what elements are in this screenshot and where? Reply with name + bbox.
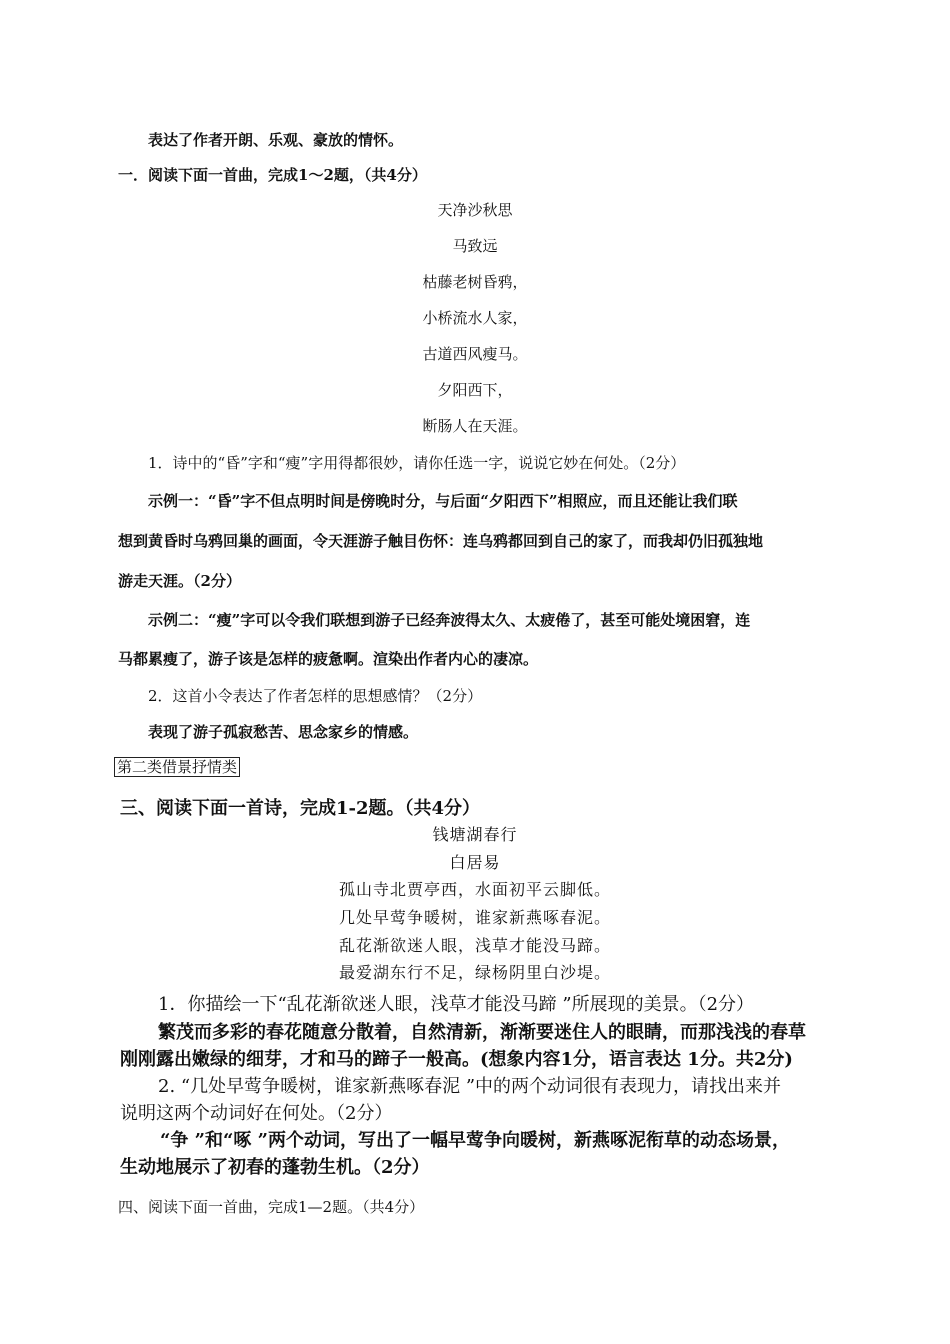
poem-verse: 夕阳西下，	[437, 381, 513, 399]
section-heading-3: 三、阅读下面一首诗，完成1-2题。（共4分）	[120, 798, 481, 819]
poem-verse: 最爱湖东行不足，绿杨阴里白沙堤。	[338, 963, 611, 982]
question-1: 1．诗中的“昏”字和“瘦”字用得都很妙，请你任选一字，说说它妙在何处。（2分）	[148, 454, 686, 472]
poem-verse: 小桥流水人家，	[422, 309, 528, 327]
poem-author: 马致远	[452, 237, 498, 255]
poem-author: 白居易	[449, 853, 501, 872]
category-label: 第二类借景抒情类	[114, 757, 240, 777]
answer-line: 生动地展示了初春的蓬勃生机。（2分）	[120, 1157, 430, 1178]
question-2: 2．这首小令表达了作者怎样的思想感情？（2分）	[148, 687, 483, 705]
poem-verse: 断肠人在天涯。	[422, 417, 528, 435]
poem-verse: 孤山寺北贾亭西，水面初平云脚低。	[338, 880, 611, 899]
answer-line: 示例一：“昏”字不但点明时间是傍晚时分，与后面“夕阳西下”相照应，而且还能让我们联	[148, 492, 738, 510]
answer-line: 马都累瘦了，游子该是怎样的疲惫啊。渲染出作者内心的凄凉。	[118, 650, 539, 668]
poem-title: 天净沙秋思	[437, 201, 513, 219]
section-heading-4: 四、阅读下面一首曲，完成1—2题。（共4分）	[118, 1198, 425, 1216]
answer-line: “争 ”和“啄 ”两个动词，写出了一幅早莺争向暖树，新燕啄泥衔草的动态场景，	[160, 1130, 790, 1151]
section-heading-1: 一．阅读下面一首曲，完成1～2题，（共4分）	[118, 166, 427, 184]
poem-verse: 几处早莺争暖树，谁家新燕啄春泥。	[338, 908, 611, 927]
answer-line: 繁茂而多彩的春花随意分散着，自然清新，渐渐要迷住人的眼睛，而那浅浅的春草	[158, 1022, 806, 1043]
answer-line: 想到黄昏时乌鸦回巢的画面，令天涯游子触目伤怀：连乌鸦都回到自己的家了，而我却仍旧孤独地	[118, 532, 764, 550]
poem-verse: 乱花渐欲迷人眼，浅草才能没马蹄。	[338, 936, 611, 955]
answer-line: 刚刚露出嫩绿的细芽，才和马的蹄子一般高。(想象内容1分，语言表达 1分。共2分)	[120, 1049, 793, 1070]
question-4: 2. “几处早莺争暖树，谁家新燕啄春泥 ”中的两个动词很有表现力，请找出来并	[158, 1076, 782, 1097]
answer-line: 表现了游子孤寂愁苦、思念家乡的情感。	[148, 723, 419, 741]
poem-verse: 古道西风瘦马。	[422, 345, 528, 363]
answer-line: 示例二：“瘦”字可以令我们联想到游子已经奔波得太久、太疲倦了，甚至可能处境困窘，连	[148, 611, 751, 629]
question-3: 1．你描绘一下“乱花渐欲迷人眼，浅草才能没马蹄 ”所展现的美景。（2分）	[158, 994, 755, 1015]
question-4-cont: 说明这两个动词好在何处。（2分）	[120, 1103, 393, 1124]
answer-line: 游走天涯。（2分）	[118, 572, 241, 590]
poem-title: 钱塘湖春行	[432, 825, 518, 844]
poem-verse: 枯藤老树昏鸦，	[422, 273, 528, 291]
answer-line: 表达了作者开朗、乐观、豪放的情怀。	[148, 131, 404, 149]
